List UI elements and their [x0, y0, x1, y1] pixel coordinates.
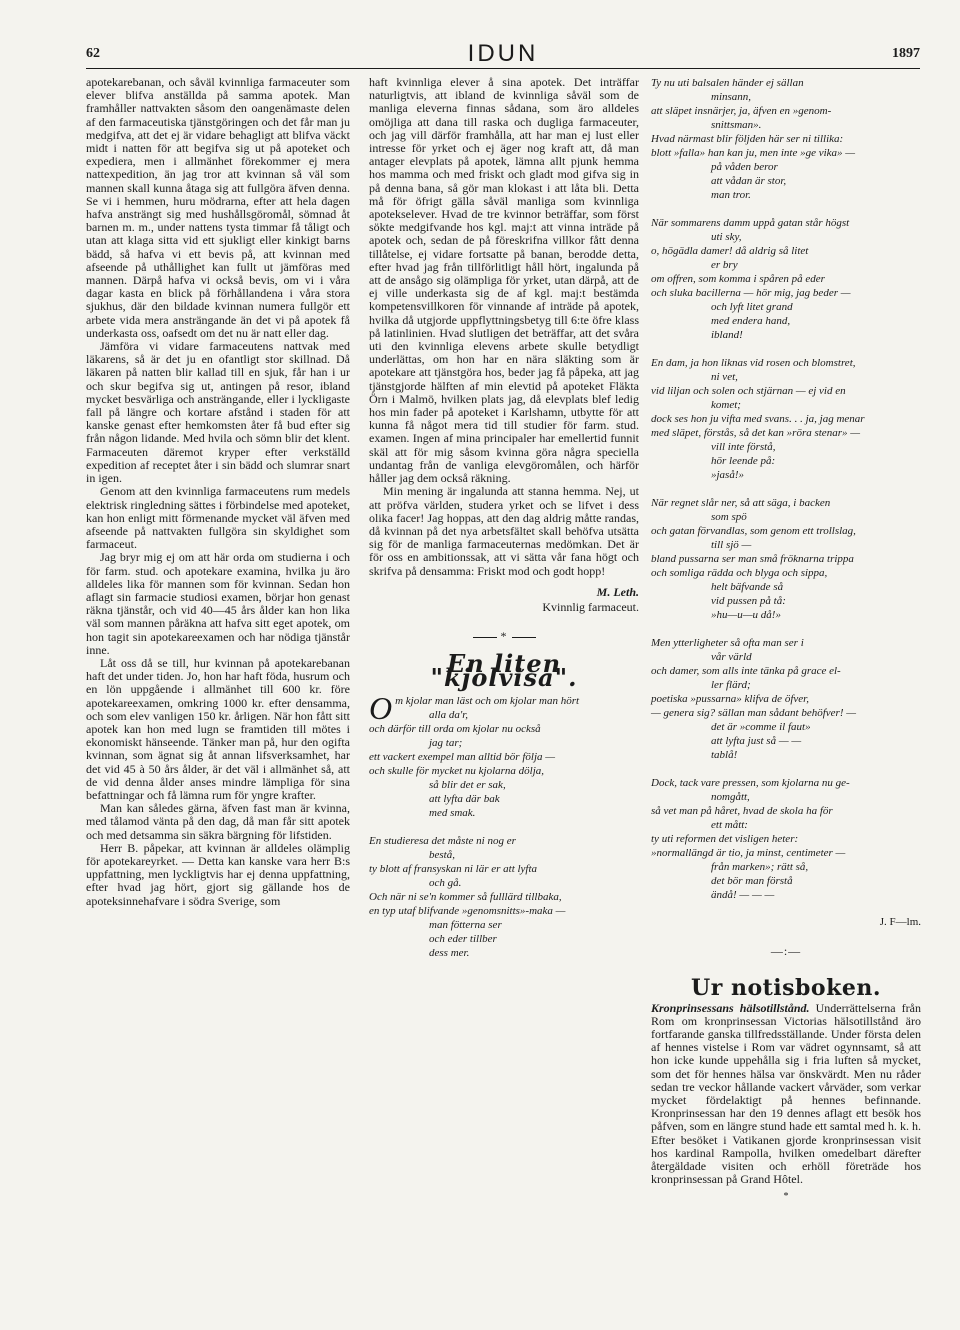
- verse-line: med smak.: [429, 806, 476, 819]
- paragraph: haft kvinnliga elever å sina apotek. Det inträffar naturligtvis, att ibland de kvinnliga såväl som de manliga eleverna finnas sådana, som äro alldeles omöjliga att dana till raska och dugliga farmaceuter, och jag vill därför framhålla, att har man ej lust eller intresse för yrket och ej äger nog kraft att, då man antager elevplats på apotek, lämna allt pjunk hemma hos mamma och med friskt och gladt mod gifva sig in på denna bana, så gör man klokast i att låta bli. Detta må för öfrigt gälla såväl manliga som kvinnliga apotekselever. Hvad de tre kvinnor beträffar, som först sökte medgifvande hos kgl. maj:t att vinna inträde på apotek och, sedan de på föreskrifna villkor fått denna tillåtelse, ej vidare fortsatte på banan, berodde detta, efter hvad jag från tillförlitligt håll hört, ingalunda på att de ansågo sig olämpliga för yrket, utan därpå, att de ej ville underkasta sig de af kgl. maj:t bestämda kompetensvillkoren för vinnande af inträde på apotek, hvilka då utgjorde uppflyttningsbetyg till 6:te öfre klass på latinlinien. Hvad slutligen det beträffar, att det svåra uti den kvinnliga elevens arbete skulle betydligt underlättas, om hon har en nära släkting som är apotekare att tjänstgöra hos, beder jag få påpeka, att jag tjänstgjorde hälften af min elevtid på apoteket Fläkta Örn i Malmö, hvilken plats jag, då elevplats blef ledig hos min fader på apoteket i Karlshamn, utbytte för att kunna få något mera tid till studier för farm. stud. examen. Ingen af mina principaler har emellertid funnit skäl att för mig såsom kvinna göra några speciella undantag från de vanliga elevgöromålen, och härför håller jag dem också räkning.: [369, 75, 639, 486]
- year: 1897: [892, 46, 920, 61]
- notis-lead: Kronprinsessans hälsotillstånd.: [651, 1000, 810, 1015]
- verse-line: och gå.: [429, 876, 462, 889]
- verse-line: det är »comme il faut»: [711, 721, 811, 733]
- verse-line: på våden beror: [711, 161, 778, 173]
- verse-line: »jaså!»: [711, 469, 744, 481]
- poem-lines: [651, 76, 921, 902]
- stanza-break: [651, 202, 921, 216]
- verse-line: och därför till orda om kjolar nu också: [369, 722, 541, 735]
- notis-paragraph: [651, 1002, 921, 1187]
- masthead: IDUN: [467, 40, 539, 67]
- page-header: [86, 40, 920, 70]
- poem-signature: J. F—lm.: [879, 916, 921, 928]
- stanza-break: [369, 820, 639, 834]
- article-signature: M. Leth.: [596, 584, 639, 599]
- poem-verse-continued: [651, 76, 921, 902]
- verse-line: man tror.: [711, 189, 751, 201]
- verse-line: Och när ni se'n kommer så fulllärd tillbaka,: [369, 890, 562, 903]
- verse-line: minsann,: [711, 91, 752, 103]
- verse-line: Ty nu uti balsalen händer ej sällan: [651, 77, 804, 89]
- paragraph: Genom att den kvinnliga farmaceutens rum medels elektrisk ringledning sättes i förbindelse med apoteket, kan hon enligt mitt förmenande mycket väl äfven med afseende på nattvakten fullgöra sin skyldighet som farmaceut.: [86, 484, 350, 552]
- stanza-break: [651, 622, 921, 636]
- verse-line: m kjolar man läst och om kjolar man hört: [395, 694, 580, 707]
- paragraph: Jämföra vi vidare farmaceutens nattvak med läkarens, så är det ju en ofantligt stor skillnad. Då läkaren på natten blir kallad till en sjuk, får han i ur och skur begifva sig ut, antingen på resor, ibland mycket besvärliga och ansträngande, eller i lyckligaste fall på längre och kortare afstånd i staden för att kanske genast efter hemkomsten åter få bud efter sig från någon lidande. Med hvila och sömn blir det klent. Farmaceuten däremot kryper efter verkställd expedition af receptet åter i sin bädd och slumrar snart in igen.: [86, 339, 350, 486]
- verse-line: vill inte förstå,: [711, 441, 776, 453]
- page-number: 62: [86, 46, 100, 61]
- verse-line: bestå,: [429, 848, 455, 861]
- poem-title: En liten "kjolvisa".: [430, 649, 578, 692]
- verse-line: ler flärd;: [711, 679, 751, 691]
- verse-line: så vet man på håret, hvad de skola ha för: [651, 805, 833, 817]
- poem-lines: [369, 689, 639, 960]
- verse-line: helt bäfvande så: [711, 581, 784, 593]
- verse-line: ni vet,: [711, 371, 738, 383]
- verse-line: och damer, som alls inte tänka på grace el-: [651, 665, 841, 677]
- verse-line: om offren, som komma i spåren på eder: [651, 273, 825, 285]
- verse-line: från marken»; rätt så,: [711, 861, 809, 873]
- verse-line: — genera sig? sällan man sådant behöfver! —: [651, 707, 857, 719]
- stanza-break: [651, 762, 921, 776]
- verse-line: med släpet, förstås, så det kan »röra stenar» —: [651, 427, 860, 439]
- paragraph: Låt oss då se till, hur kvinnan på apotekarebanan haft det under tiden. Jo, hon har haft föda, husrum och en lön uppgående i allmänhet till 600 kr. före apotekareexamen, omkring 1000 kr. efter densamma, och som elev vanligen 150 kr. årligen. När hon fått sitt apotek kan hon med lugn se framtiden till mötes i ekonomiskt hänseende. Tänker man på, hur den ogifta kvinnan, som ägnat sig åt annan lifsverksamhet, har det vid 45 à 50 års ålder, är det väl i allmänhet så, att de vid denna ålder anses mindre lämpliga för sina befattningar och få lämna rum för yngre krafter.: [86, 655, 350, 802]
- paragraph: Min mening är ingalunda att stanna hemma. Nej, ut att pröfva världen, studera yrket och se lifvet i dess olika facer! Jag hoppas, att den dag aldrig måtte randas, då kvinnan på det nya arbetsfältet skall behöfva utsätta sig för de manliga farmaceuternas medömkan. Det är för oss en ambitionssak, att vi sätta vår fana högt och skrifva på densamma: Friskt mod och godt hopp!: [369, 484, 639, 578]
- verse-line: blott »falla» han kan ju, men inte »ge vika» —: [651, 147, 856, 159]
- verse-line: er bry: [711, 259, 738, 271]
- verse-line: Men ytterligheter så ofta man ser i: [651, 637, 804, 649]
- verse-line: nomgått,: [711, 791, 750, 803]
- verse-line: och lyft litet grand: [711, 301, 793, 313]
- verse-line: alla da'r,: [429, 708, 469, 721]
- verse-line: snittsman».: [711, 119, 762, 131]
- verse-line: »normallängd är tio, ja minst, centimeter —: [651, 847, 846, 859]
- verse-line: hör leende på:: [711, 455, 776, 467]
- verse-line: bland pussarna ser man små fröknarna trippa: [651, 553, 854, 565]
- section-divider: —:—: [770, 944, 802, 959]
- verse-line: poetiska »pussarna» klifva de öfver,: [651, 693, 809, 705]
- verse-line: uti sky,: [711, 231, 742, 243]
- verse-line: till sjö —: [711, 539, 752, 551]
- section-divider: *: [369, 630, 639, 643]
- verse-line: »hu—u—u då!»: [711, 609, 781, 621]
- notis-title: Ur notisboken.: [691, 975, 881, 1002]
- column-middle: [369, 76, 639, 960]
- verse-line: En dam, ja hon liknas vid rosen och blomstret,: [651, 357, 856, 369]
- verse-line: vår värld: [711, 651, 752, 663]
- column-right: [651, 76, 921, 1204]
- verse-line: att släpet insnärjer, ja, äfven en »genom-: [651, 105, 832, 117]
- end-mark: *: [783, 1191, 789, 1203]
- paragraph: Jag bryr mig ej om att här orda om studierna i och för farm. stud. och apotekare examina, hvilka ju äro alldeles lika för mannen som för kvinnan. Sedan hon aflagt sin farmacie studiosi examen, börjar hon genast räkna tjänstår, och vid 40—45 års ålder kan hon lika väl som mannen påräkna att hafva sitt eget apotek, om hon tagit sin apotekareexamen och har nödiga tjänstår inne.: [86, 550, 350, 657]
- drop-cap: O: [369, 689, 393, 726]
- verse-line: dock ses hon ju vifta med svans. . . ja, jag menar: [651, 413, 865, 425]
- verse-line: komet;: [711, 399, 741, 411]
- verse-line: Hvad närmast blir följden här ser ni tillika:: [651, 133, 844, 145]
- verse-line: ändå! — — —: [711, 889, 775, 901]
- stanza-break: [651, 342, 921, 356]
- paragraph: Herr B. påpekar, att kvinnan är alldeles olämplig för apotekareyrket. — Detta kan kanske vara herr B:s uppfattning, men lyckligtvis har ej denna uppfattning, efter hvad jag hört, gjort sig gällande hos de apoteksinnehafvare i södra Sverige, som: [86, 840, 350, 908]
- verse-line: tablå!: [711, 749, 738, 761]
- verse-line: vid pussen på tå:: [711, 595, 786, 607]
- verse-line: som spö: [711, 511, 747, 523]
- verse-line: ett mått:: [711, 819, 748, 831]
- verse-line: och somliga rädda och blyga och sippa,: [651, 567, 828, 579]
- header-rule: [86, 68, 920, 69]
- verse-line: med endera hand,: [711, 315, 791, 327]
- verse-line: ty uti reformen det visligen heter:: [651, 833, 799, 845]
- poem-verse: [369, 689, 639, 960]
- paragraph: Man kan således gärna, äfven fast man är kvinna, med tålamod vänta på den dag, då man får sitt apotek och med detsamma sin säkra bärgning för lifstiden.: [86, 801, 350, 842]
- verse-line: En studieresa det måste ni nog er: [369, 834, 516, 847]
- verse-line: jag tar;: [429, 736, 463, 749]
- notis-text: Underrättelserna från Rom om kronprinsessan Victorias hälsotillstånd äro fortfarande ganska tillfredsställande. Under första delen af hennes vistelse i Rom var vädret ogynnsamt, så att hon icke kunde uppehålla sig i fria luften så mycket, som det för hennes hälsa var önskvärdt. Men nu råder sedan tre veckor hållande vackert vårväder, som verkar mycket fördelaktigt på hennes befinnande. Kronprinsessan har den 19 dennes aflagt ett besök hos påfven, som en längre stund hade ett samtal med h. k. h. Efter besöket i Vatikanen gjorde kronprinsessan visit hos kardinal Rampolla, hvilken omedelbart därefter återgäldade visiten och erhöll företräde hos kronprinsessan på Grand Hôtel.: [651, 1000, 922, 1187]
- verse-line: ty blott af fransyskan ni lär er att lyfta: [369, 862, 538, 875]
- verse-line: När sommarens damm uppå gatan står högst: [651, 217, 850, 229]
- verse-line: och gatan förvandlas, som genom ett trollslag,: [651, 525, 856, 537]
- verse-line: dess mer.: [429, 946, 470, 959]
- verse-line: att lyfta just så — —: [711, 735, 802, 747]
- verse-line: och sluka bacillerna — hör mig, jag beder —: [651, 287, 851, 299]
- verse-line: att lyfta där bak: [429, 792, 500, 805]
- verse-line: att vådan är stor,: [711, 175, 787, 187]
- verse-line: ibland!: [711, 329, 743, 341]
- verse-line: och eder tillber: [429, 932, 497, 945]
- article-signature-role: Kvinnlig farmaceut.: [542, 599, 639, 614]
- verse-line: vid liljan och solen och stjärnan — ej vid en: [651, 385, 846, 397]
- verse-line: det bör man förstå: [711, 875, 793, 887]
- stanza-break: [651, 482, 921, 496]
- column-left: [86, 76, 350, 908]
- verse-line: man fötterna ser: [429, 918, 502, 931]
- verse-line: Dock, tack vare pressen, som kjolarna nu ge-: [651, 777, 850, 789]
- verse-line: en typ utaf blifvande »genomsnitts»-maka —: [369, 904, 566, 917]
- verse-line: och skulle för mycket nu kjolarna dölja,: [369, 764, 545, 777]
- verse-line: o, högädla damer! då aldrig så litet: [651, 245, 809, 257]
- verse-line: När regnet slår ner, så att säga, i backen: [651, 497, 831, 509]
- paragraph: apotekarebanan, och såväl kvinnliga farmaceuter som elever blifva anställda på samma apotek. Man framhåller nattvakten såsom den oangenämaste delen af den farmaceutiska tjänstgöringen och det får man ju medgifva, att det ej är vidare behagligt att blifva väckt midt i natten för att begifva sig ut på apoteket och expediera, men i allmänhet förekommer ej mera nattexpedition, än jag tror att kvinnan så väl som mannen skall kunna åtaga sig att fullgöra äfven denna. Se vi i hemmen, huru mödrarna, efter att hela dagen hafva ansträngt sig med hushållsgöromål, sömnad åt barnen m. m., under nattens tysta timmar få tåligt och utan att klaga sitta vid ett sjukligt eller kinkigt barns bädd, så hafva vi ett bevis på, att kvinnan med afseende på uthållighet kan fullt ut jämföras med mannen. Därpå hafva vi också bevis, om vi i våra dagar kasta en blick på förhållandena i våra stora sjukhus, där den bildade kvinnan numera fullgör ett arbete vida mera ansträngande än det vi på apotek få underkasta oss, oafsedt om det nu är natt eller dag.: [86, 75, 350, 340]
- verse-line: ett vackert exempel man alltid bör följa —: [369, 750, 556, 763]
- verse-line: så blir det er sak,: [429, 778, 506, 791]
